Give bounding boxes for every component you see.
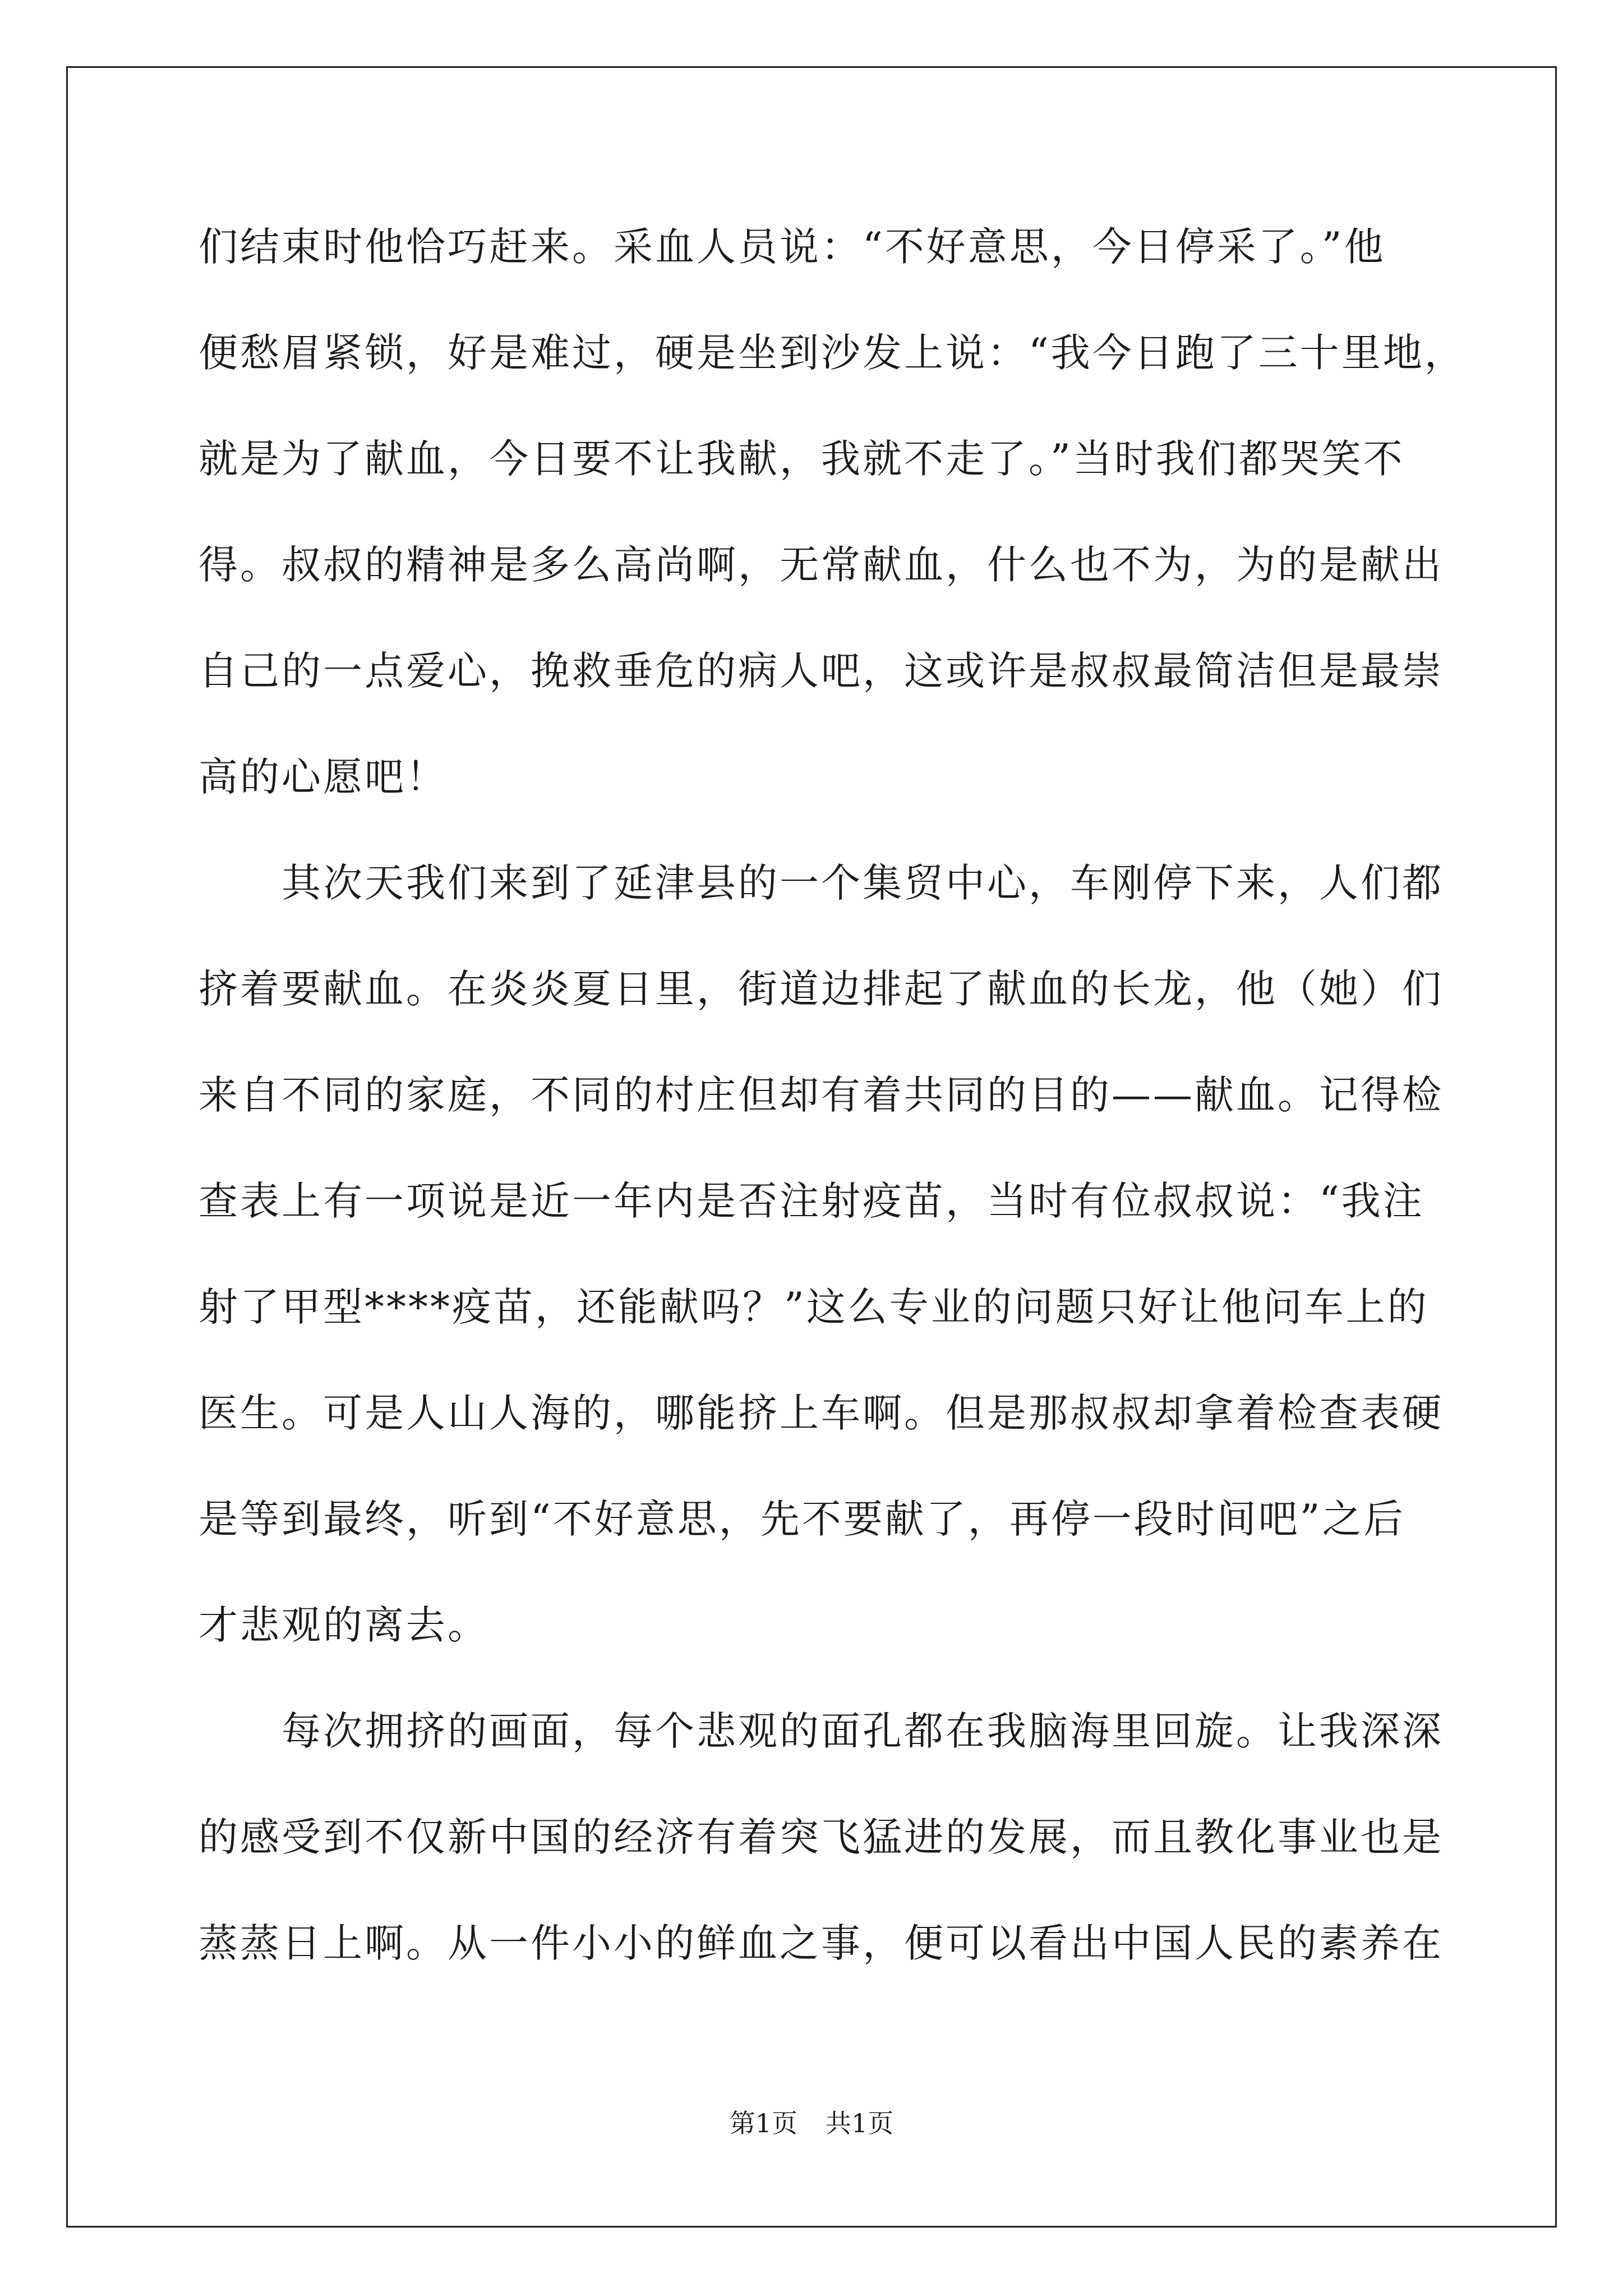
text-line: 的感受到不仅新中国的经济有着突飞猛进的发展，而且教化事业也是 xyxy=(199,1814,1444,1860)
text-line: 查表上有一项说是近一年内是否注射疫苗，当时有位叔叔说：“我注 xyxy=(199,1178,1424,1224)
text-line: 射了甲型****疫苗，还能献吗？”这么专业的问题只好让他问车上的 xyxy=(199,1284,1429,1330)
text-line: 便愁眉紧锁，好是难过，硬是坐到沙发上说：“我今日跑了三十里地， xyxy=(199,330,1466,376)
page-border xyxy=(66,66,1557,2228)
text-line: 每次拥挤的画面，每个悲观的面孔都在我脑海里回旋。让我深深 xyxy=(199,1708,1444,1754)
text-line: 高的心愿吧！ xyxy=(199,754,448,800)
text-line: 才悲观的离去。 xyxy=(199,1602,489,1648)
text-line: 来自不同的家庭，不同的村庄但却有着共同的目的——献血。记得检 xyxy=(199,1072,1444,1118)
text-line: 医生。可是人山人海的，哪能挤上车啊。但是那叔叔却拿着检查表硬 xyxy=(199,1390,1444,1436)
text-line: 自己的一点爱心，挽救垂危的病人吧，这或许是叔叔最简洁但是最崇 xyxy=(199,648,1444,694)
text-line: 得。叔叔的精神是多么高尚啊，无常献血，什么也不为，为的是献出 xyxy=(199,542,1444,588)
text-line: 蒸蒸日上啊。从一件小小的鲜血之事，便可以看出中国人民的素养在 xyxy=(199,1920,1444,1966)
text-line: 挤着要献血。在炎炎夏日里，街道边排起了献血的长龙，他（她）们 xyxy=(199,966,1444,1012)
page-total: 共1页 xyxy=(826,2108,894,2138)
text-line: 其次天我们来到了延津县的一个集贸中心，车刚停下来，人们都 xyxy=(199,860,1444,906)
text-line: 们结束时他恰巧赶来。采血人员说：“不好意思，今日停采了。”他 xyxy=(199,224,1386,270)
text-line: 是等到最终，听到“不好意思，先不要献了，再停一段时间吧”之后 xyxy=(199,1496,1405,1542)
text-line: 就是为了献血，今日要不让我献，我就不走了。”当时我们都哭笑不 xyxy=(199,436,1405,482)
page-footer xyxy=(0,2106,1623,2140)
page-number: 第1页 xyxy=(729,2108,797,2138)
